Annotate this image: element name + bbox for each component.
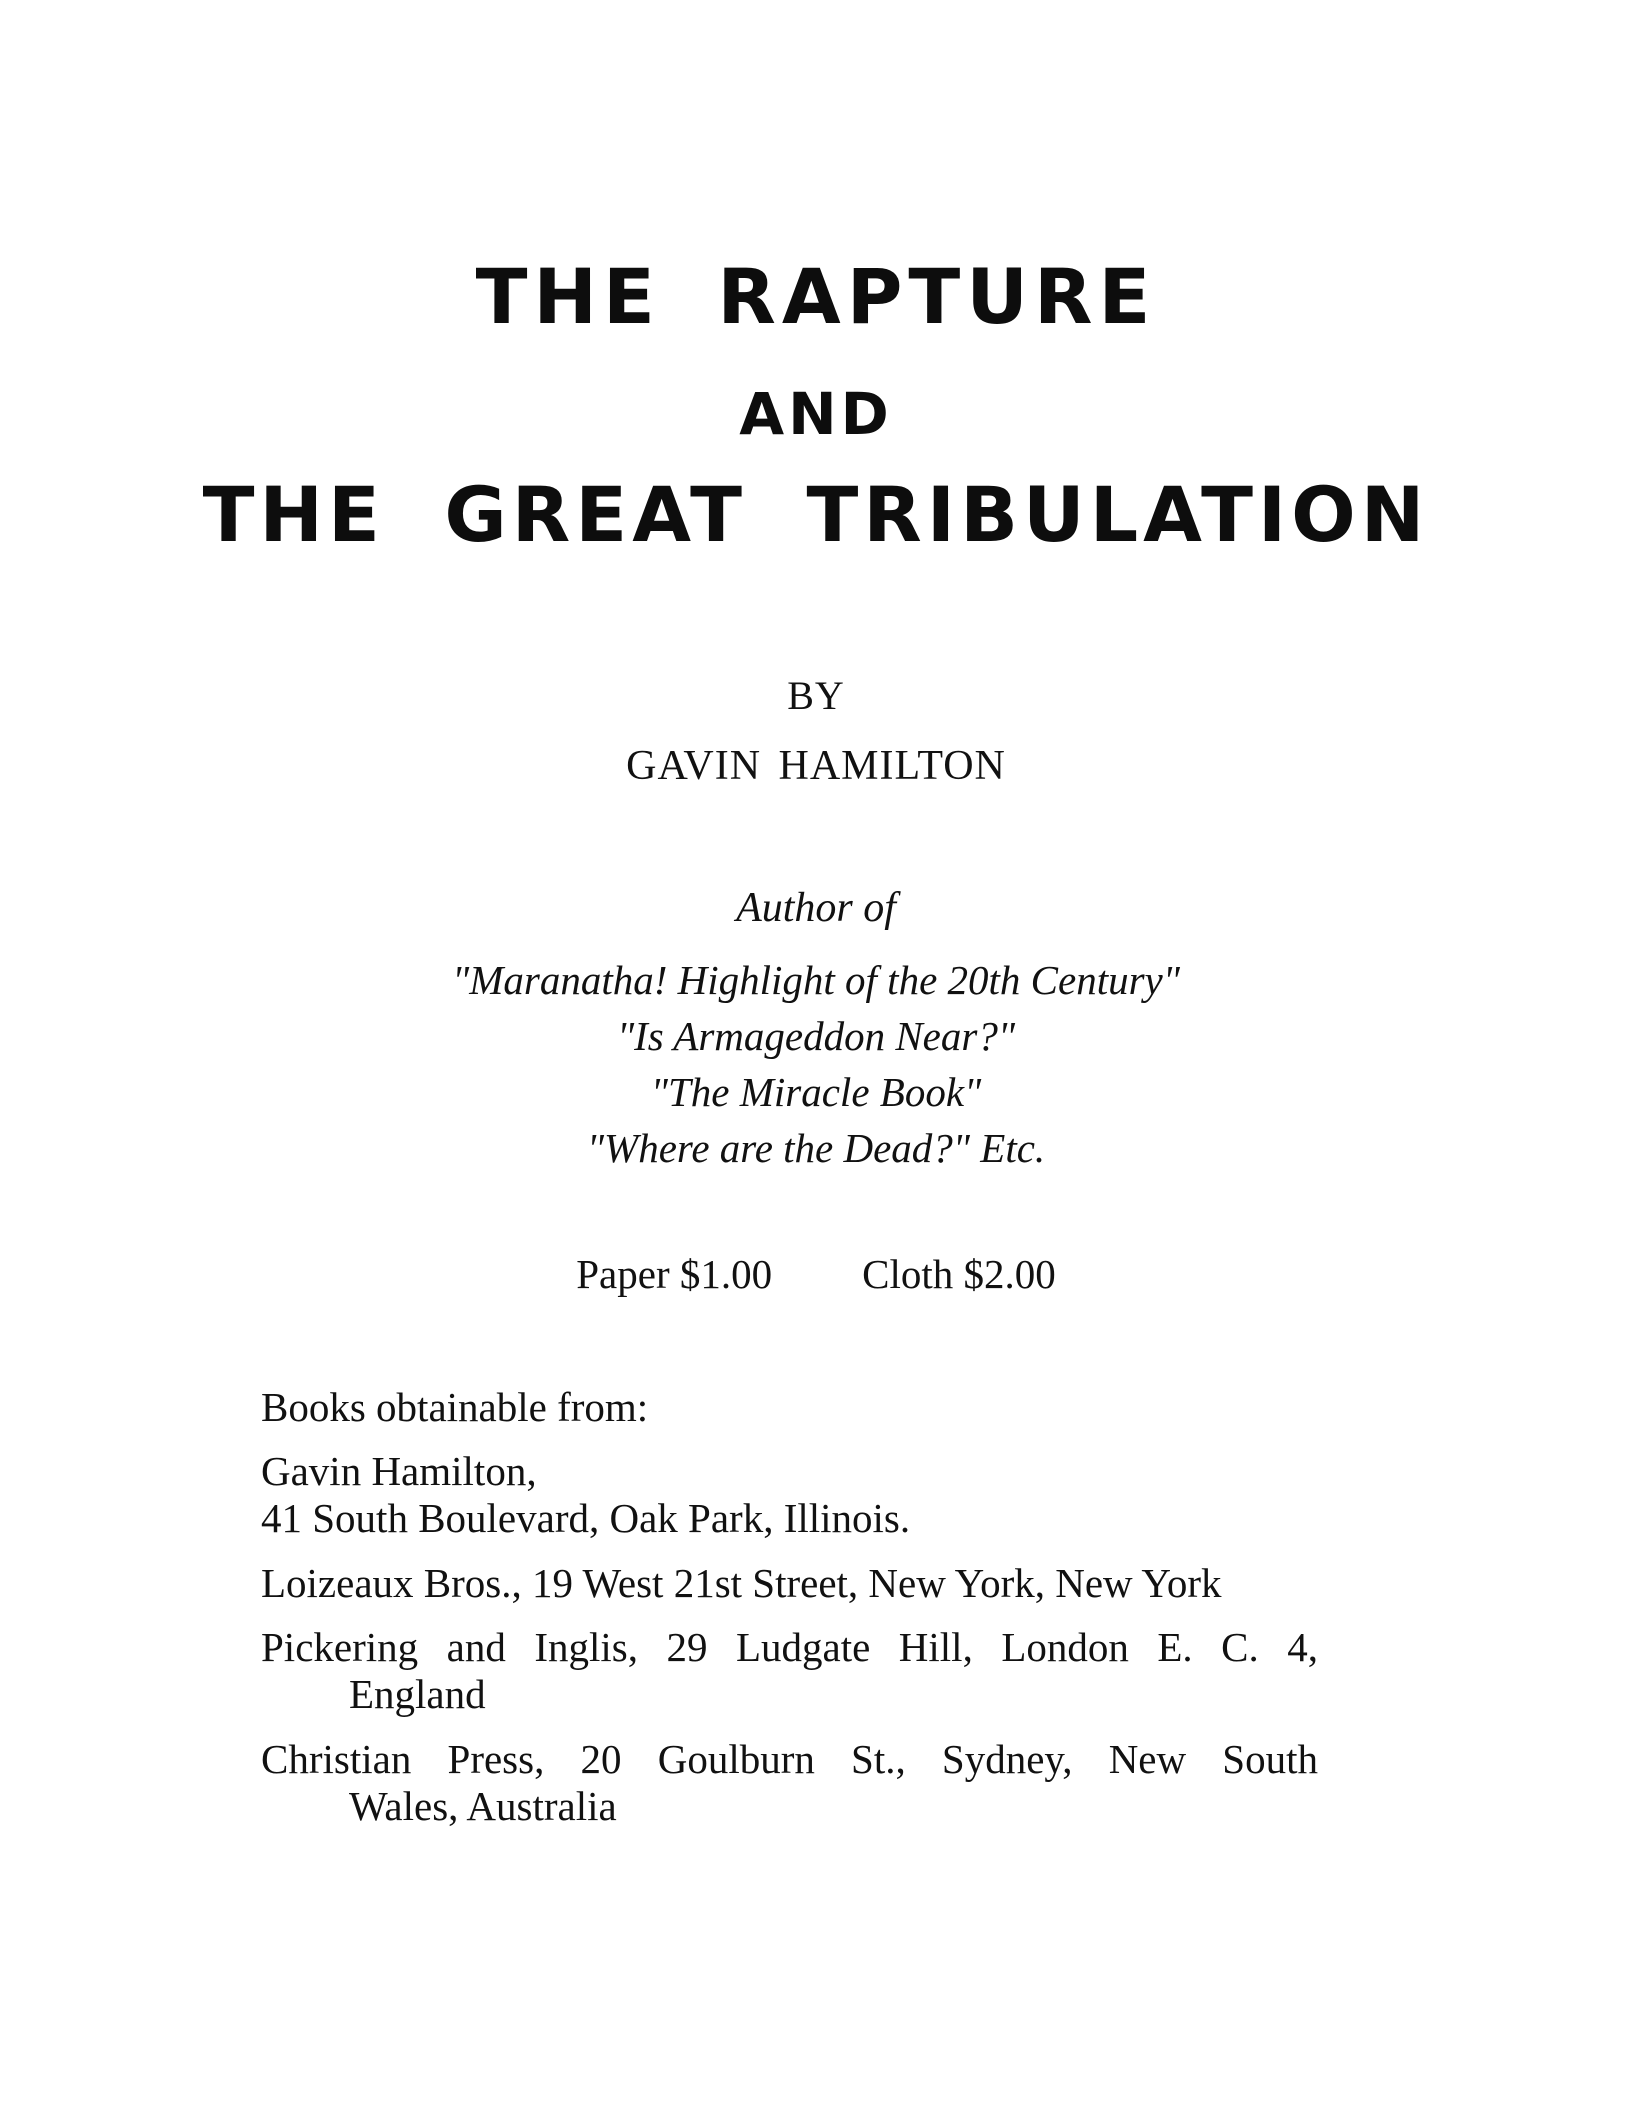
- distributor-name-line: Gavin Hamilton,: [261, 1448, 537, 1494]
- distributor-entry-loizeaux: [261, 1560, 1318, 1607]
- price-line: [0, 1250, 1632, 1298]
- other-work-item: "Is Armageddon Near?": [616, 1013, 1016, 1059]
- book-title-line-2: AND: [739, 380, 893, 448]
- other-work-item: "Where are the Dead?" Etc.: [586, 1125, 1046, 1171]
- cloth-price: Cloth $2.00: [862, 1251, 1056, 1297]
- distributor-entry-gavin: [261, 1448, 1318, 1542]
- distributor-entry-christian-press: [261, 1736, 1318, 1830]
- other-work-item: "Maranatha! Highlight of the 20th Century": [452, 957, 1180, 1003]
- distributor-address-continuation: Wales, Australia: [349, 1783, 617, 1829]
- distributor-entry-pickering: [261, 1624, 1318, 1718]
- distributor-address-line: Loizeaux Bros., 19 West 21st Street, New York, New York: [261, 1560, 1222, 1606]
- distributor-address-line: Pickering and Inglis, 29 Ludgate Hill, London E. C. 4,: [261, 1624, 1318, 1670]
- distributor-address-continuation: England: [349, 1671, 486, 1717]
- author-of-heading: Author of: [736, 885, 896, 931]
- distributor-address-line: Christian Press, 20 Goulburn St., Sydney, New South: [261, 1736, 1318, 1782]
- distributors-heading: Books obtainable from:: [261, 1384, 649, 1430]
- author-name: GAVIN HAMILTON: [626, 743, 1006, 789]
- distributor-address-line: 41 South Boulevard, Oak Park, Illinois.: [261, 1495, 911, 1541]
- book-title-line-1: THE RAPTURE: [475, 252, 1157, 341]
- paper-price: Paper $1.00: [576, 1251, 773, 1297]
- other-work-item: "The Miracle Book": [650, 1069, 982, 1115]
- book-title-line-3: THE GREAT TRIBULATION: [202, 470, 1430, 559]
- by-label: BY: [787, 673, 845, 718]
